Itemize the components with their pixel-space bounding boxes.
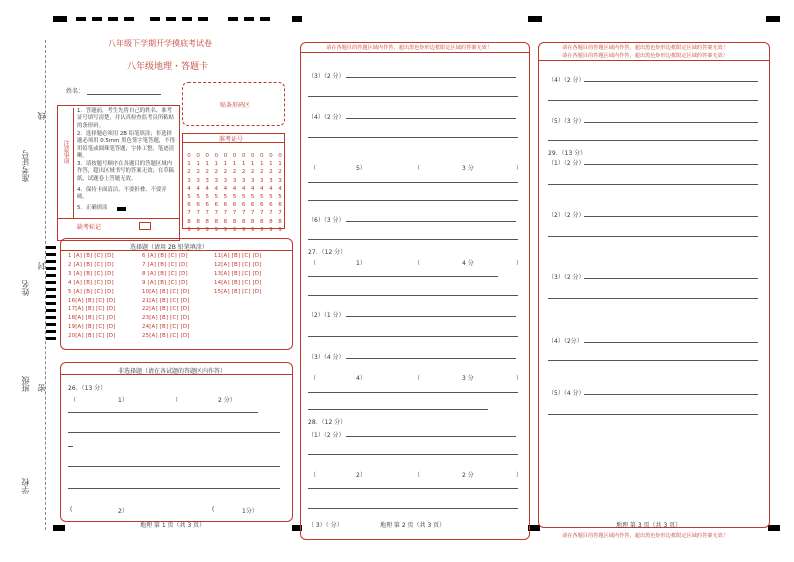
- timing-mark: [150, 17, 160, 21]
- exam-no-column[interactable]: 0 1 2 3 4 5 6 7 8 9: [260, 153, 264, 233]
- p2-q3b: （3）（4 分）: [308, 354, 345, 361]
- name-label: 姓名：: [66, 88, 85, 95]
- p2-r2-c: （: [414, 472, 421, 479]
- choice-question-row[interactable]: 4 [A] [B] [C] [D]: [68, 279, 114, 286]
- p2-r5-e: ）: [516, 165, 523, 172]
- side-mark: [46, 288, 56, 291]
- p2-q27: 27．（12 分）: [308, 249, 347, 256]
- answer-line[interactable]: [68, 432, 280, 433]
- answer-line[interactable]: [548, 100, 758, 101]
- answer-line[interactable]: [584, 394, 758, 395]
- p2-q6: （6）（3 分）: [308, 217, 345, 224]
- answer-line[interactable]: [584, 122, 758, 123]
- p2-r5-c: （: [414, 165, 421, 172]
- answer-line[interactable]: [346, 358, 516, 359]
- side-label-name: 姓名: [21, 280, 30, 296]
- nonchoice-divider: [60, 374, 293, 375]
- q26-label: 26．（13 分）: [68, 385, 107, 392]
- answer-line[interactable]: [584, 81, 758, 82]
- answer-line[interactable]: [308, 137, 518, 138]
- timing-mark: [108, 17, 118, 21]
- timing-mark: [528, 16, 542, 22]
- answer-line[interactable]: [548, 140, 758, 141]
- p2-r1-e: ）: [516, 260, 523, 267]
- q26-p2-d: 1分）: [242, 508, 258, 515]
- choice-question-row[interactable]: 5 [A] [B] [C] [D]: [68, 288, 114, 295]
- p2-r2-a: （: [310, 472, 317, 479]
- choice-question-row[interactable]: 18[A] [B] [C] [D]: [68, 315, 116, 322]
- choice-question-row[interactable]: 14[A] [B] [C] [D]: [214, 279, 262, 286]
- answer-line[interactable]: [548, 298, 758, 299]
- p2-q4: （4）（2 分）: [308, 114, 345, 121]
- notes-item-2: 2．选择题必须用 2B 铅笔填涂；非选择题必须用 0.5mm 黑色签字笔答题，不得用铅笔或圆珠笔答题；字体工整、笔迹清晰。: [77, 131, 175, 160]
- side-mark: [46, 337, 56, 340]
- p3-q4: （4）（2 分）: [548, 77, 585, 84]
- side-mark: [46, 330, 56, 333]
- answer-line[interactable]: [308, 276, 498, 277]
- p3-q1: （1）（2 分）: [548, 160, 585, 167]
- answer-line[interactable]: [68, 466, 280, 467]
- timing-mark: [260, 17, 270, 21]
- timing-mark: [92, 17, 102, 21]
- answer-line[interactable]: [346, 316, 516, 317]
- choice-title: 选择题（请用 2B 铅笔填涂）: [130, 244, 208, 251]
- choice-question-row[interactable]: 12[A] [B] [C] [D]: [214, 261, 262, 268]
- choice-question-row[interactable]: 13[A] [B] [C] [D]: [214, 270, 262, 277]
- answer-line[interactable]: [584, 164, 758, 165]
- page3-area: [538, 42, 770, 528]
- exam-no-column[interactable]: 0 1 2 3 4 5 6 7 8 9: [269, 153, 273, 233]
- answer-line[interactable]: [308, 295, 518, 296]
- notes-item-5: 5．正确填涂: [77, 205, 108, 211]
- page2-notice-line: [300, 52, 530, 53]
- answer-line[interactable]: [308, 182, 518, 183]
- exam-no-column[interactable]: 0 1 2 3 4 5 6 7 8 9: [196, 153, 200, 233]
- p2-r1-a: （: [310, 260, 317, 267]
- barcode-label: 贴条形码区: [220, 102, 251, 109]
- timing-mark: [766, 16, 780, 22]
- page3-footer: 地理 第 3 页（共 3 页）: [616, 522, 682, 529]
- side-mark: [46, 274, 56, 277]
- choice-question-row[interactable]: 8 [A] [B] [C] [D]: [142, 270, 188, 277]
- answer-line[interactable]: [346, 436, 516, 437]
- timing-mark: [244, 17, 254, 21]
- choice-question-row[interactable]: 25[A] [B] [C] [D]: [142, 333, 190, 340]
- choice-question-row[interactable]: 7 [A] [B] [C] [D]: [142, 261, 188, 268]
- side-mark: [46, 323, 56, 326]
- timing-mark: [182, 17, 192, 21]
- p3-q5b: （5）（4 分）: [548, 390, 585, 397]
- timing-mark: [76, 17, 86, 21]
- choice-question-row[interactable]: 16[A] [B] [C] [D]: [68, 297, 116, 304]
- choice-question-row[interactable]: 3 [A] [B] [C] [D]: [68, 270, 114, 277]
- answer-line[interactable]: [308, 508, 518, 509]
- name-field[interactable]: [87, 94, 161, 95]
- answer-line[interactable]: [68, 488, 280, 489]
- p2-r4-e: ）: [516, 375, 523, 382]
- answer-line[interactable]: [346, 118, 516, 119]
- page2-notice: 请在各题目的答题区域内作答，超出黑色矩形边框限定区域的答案无效！: [326, 45, 493, 51]
- p2-r4-b: 4）: [356, 375, 366, 382]
- answer-line[interactable]: [548, 414, 758, 415]
- p3-q4b: （4）（2分）: [548, 338, 583, 345]
- page1-footer: 地理 第 1 页（共 3 页）: [140, 522, 206, 529]
- timing-mark: [166, 17, 176, 21]
- side-label-seal: 封: [37, 262, 46, 270]
- page3-notice-2: 请在各题目的答题区域内作答，超出黑色矩形边框限定区域的答案无效！: [562, 53, 729, 59]
- choice-divider: [60, 250, 293, 251]
- exam-no-column[interactable]: 0 1 2 3 4 5 6 7 8 9: [214, 153, 219, 233]
- side-label-school: 学校: [21, 478, 30, 494]
- q26-p1-b: 1）: [118, 397, 128, 404]
- timing-mark: [198, 17, 208, 21]
- card-title: 八年级地理・答题卡: [127, 62, 209, 72]
- choice-question-row[interactable]: 10[A] [B] [C] [D]: [142, 288, 190, 295]
- answer-line[interactable]: [584, 278, 758, 279]
- exam-no-column[interactable]: 0 1 2 3 4 5 6 7 8 9: [250, 153, 255, 233]
- notes-item-1: 1．答题前，考生先将自己的姓名、准考证号填写清楚，并认真检查监考员所粘贴的条形码。: [77, 108, 175, 129]
- choice-question-row[interactable]: 15[A] [B] [C] [D]: [214, 288, 262, 295]
- page3-notice: 请在各题目的答题区域内作答，超出黑色矩形边框限定区域的答案无效！: [562, 45, 729, 51]
- p3-q2: （2）（2 分）: [548, 212, 585, 219]
- side-label-secret: 密: [37, 384, 46, 392]
- answer-line[interactable]: [548, 360, 758, 361]
- side-label-exam-no: 准考证号: [21, 150, 30, 182]
- exam-no-column[interactable]: 0 1 2 3 4 5 6 7 8 9: [278, 153, 282, 233]
- page3-notice-line: [538, 60, 770, 61]
- side-label-line: 线: [37, 112, 46, 120]
- side-mark: [46, 246, 56, 249]
- answer-line[interactable]: [346, 221, 516, 222]
- exam-no-line: [182, 142, 285, 143]
- answer-line[interactable]: [308, 96, 518, 97]
- nonchoice-title: 非选择题（请在各试题的答题区内作答）: [118, 368, 227, 375]
- exam-title: 八年级下学期开学摸底考试卷: [108, 39, 212, 48]
- missing-label: 缺考标记: [77, 224, 102, 231]
- timing-mark: [124, 17, 134, 21]
- p2-r4-d: 3 分: [462, 375, 474, 382]
- answer-line[interactable]: [308, 454, 518, 455]
- q26-p2-b: 2）: [118, 508, 128, 515]
- answer-line[interactable]: [308, 409, 488, 410]
- side-mark: [46, 309, 56, 312]
- missing-checkbox[interactable]: [139, 222, 151, 230]
- p2-q3: （3）（2 分）: [308, 73, 345, 80]
- exam-no-column[interactable]: 0 1 2 3 4 5 6 7 8 9: [232, 153, 237, 233]
- p3-q5: （5）（3 分）: [548, 118, 585, 125]
- p2-r2-d: 2 分: [462, 472, 474, 479]
- p2-r1-d: 4 分: [462, 260, 474, 267]
- timing-mark: [292, 16, 302, 22]
- timing-mark: [768, 525, 780, 531]
- p3-q3: （3）（2 分）: [548, 274, 585, 281]
- answer-line[interactable]: [308, 392, 518, 393]
- side-mark: [46, 316, 56, 319]
- exam-no-label: 准考证号: [219, 136, 244, 143]
- p2-q2: （2）（1 分）: [308, 312, 345, 319]
- p2-r1-c: （: [414, 260, 421, 267]
- p2-r2-e: ）: [516, 472, 523, 479]
- answer-line[interactable]: [584, 216, 758, 217]
- notes-item-4: 4．保持卡面清洁，不要折叠、不要弄破。: [77, 187, 167, 201]
- p2-r5-a: （: [310, 165, 317, 172]
- timing-mark: [53, 525, 65, 531]
- answer-line[interactable]: [548, 184, 758, 185]
- p2-r5-b: 5）: [356, 165, 366, 172]
- choice-question-row[interactable]: 24[A] [B] [C] [D]: [142, 324, 190, 331]
- notes-label-text: 注意事项: [62, 140, 69, 164]
- notes-item-3: 3．请按题号顺序在各题目的答题区域内作答，超出区域书写的答案无效；在草稿纸、试题卷上答题无效。: [77, 161, 175, 182]
- answer-line[interactable]: [346, 77, 516, 78]
- p2-r1-b: 1）: [356, 260, 366, 267]
- side-mark: [46, 295, 56, 298]
- q26-p1-a: （: [70, 397, 77, 404]
- side-label-class: 班级: [21, 376, 30, 392]
- p2-r2-b: 2）: [356, 472, 366, 479]
- p2-q28: 28．（12 分）: [308, 419, 347, 426]
- p2-r3: （ 3）（ 分）: [308, 522, 343, 529]
- choice-question-row[interactable]: 2 [A] [B] [C] [D]: [68, 261, 114, 268]
- page2-footer: 地理 第 2 页（共 3 页）: [380, 522, 446, 529]
- choice-question-row[interactable]: 17[A] [B] [C] [D]: [68, 306, 116, 313]
- p3-q29: 29．（13 分）: [548, 150, 587, 157]
- timing-mark: [53, 16, 67, 22]
- p2-r4-a: （: [310, 375, 317, 382]
- exam-no-column[interactable]: 0 1 2 3 4 5 6 7 8 9: [223, 153, 228, 233]
- timing-mark: [228, 17, 238, 21]
- choice-question-row[interactable]: 6 [A] [B] [C] [D]: [142, 253, 188, 259]
- p2-r5-d: 3 分: [462, 165, 474, 172]
- q26-p2-a: (: [70, 506, 73, 513]
- answer-line[interactable]: [308, 488, 518, 489]
- choice-question-row[interactable]: 22[A] [B] [C] [D]: [142, 306, 190, 313]
- answer-line[interactable]: [68, 446, 73, 447]
- choice-question-row[interactable]: 23[A] [B] [C] [D]: [142, 315, 190, 322]
- answer-line[interactable]: [68, 412, 258, 413]
- side-mark: [46, 281, 56, 284]
- choice-question-row[interactable]: 1 [A] [B] [C] [D]: [68, 253, 114, 259]
- p2-q28-1: （1）（2 分）: [308, 432, 345, 439]
- exam-no-column[interactable]: 0 1 2 3 4 5 6 7 8 9: [205, 153, 209, 233]
- side-mark: [46, 302, 56, 305]
- answer-line[interactable]: [308, 336, 518, 337]
- answer-line[interactable]: [584, 342, 758, 343]
- correct-fill-sample: [117, 207, 126, 211]
- p2-r4-c: （: [414, 375, 421, 382]
- notes-divider: [57, 218, 180, 219]
- answer-line[interactable]: [308, 200, 518, 201]
- q26-p2-c: (: [212, 506, 215, 513]
- answer-line[interactable]: [308, 239, 518, 240]
- q26-p1-c: （: [172, 397, 179, 404]
- answer-line[interactable]: [548, 236, 758, 237]
- choice-question-row[interactable]: 21[A] [B] [C] [D]: [142, 297, 190, 304]
- choice-question-row[interactable]: 20[A] [B] [C] [D]: [68, 333, 116, 340]
- side-mark: [46, 253, 56, 256]
- choice-question-row[interactable]: 9 [A] [B] [C] [D]: [142, 279, 188, 286]
- exam-no-column[interactable]: 0 1 2 3 4 5 6 7 8 9: [187, 153, 191, 233]
- side-mark: [46, 260, 56, 263]
- choice-question-row[interactable]: 19[A] [B] [C] [D]: [68, 324, 116, 331]
- exam-no-column[interactable]: 0 1 2 3 4 5 6 7 8 9: [241, 153, 246, 233]
- q26-p1-d: 2 分）: [218, 397, 236, 404]
- side-mark: [46, 267, 56, 270]
- page3-notice-bottom: 请在各题目的答题区域内作答，超出黑色矩形边框限定区域的答案无效！: [562, 533, 729, 539]
- choice-question-row[interactable]: 11[A] [B] [C] [D]: [214, 253, 262, 259]
